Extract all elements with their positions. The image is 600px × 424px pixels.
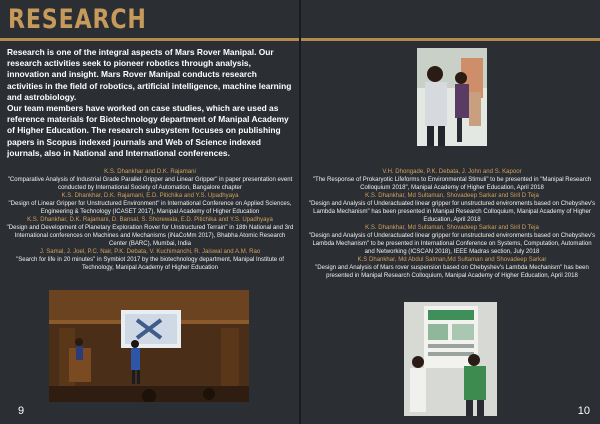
intro-text: [7, 47, 294, 159]
intro-paragraph-1: Research is one of the integral aspects of Mars Rover Manipal. Our research activities seek to pioneer robotics through analysis, innovation and insight. Mars Rover Manipal conducts research activities in the field of robotics, artificial intelligence, machine learning and astrobiology.: [7, 47, 292, 102]
presentation-photo: [49, 290, 249, 402]
pub-title: "Design and Analysis of Underactuated linear gripper for unstructured environments based on Chebyshev's Lambda Mechanism" has been presented in Manipal Research Colloquium, Manipal Academy of Higher Education, April 2018: [308, 201, 596, 223]
pub-authors: K.S. Dhankhar, Md Sultaman, Shovadeep Sarkar and Siril D Teja: [365, 193, 539, 199]
poster-photo-art: [404, 302, 497, 416]
pub-title: "The Response of Prokaryotic Lifeforms to Environmental Stimuli" to be presented in "Manipal Research Colloquium 2018", Manipal Academy of Higher Education, April 2018: [312, 177, 592, 191]
intro-paragraph-2: Our team members have worked on case studies, which are used as reference materials for Biotechnology department of Manipal Academy of Higher Education. The research subsystem focuses on publishing papers in Scopus indexed journals and Web of Science indexed journals, also in National and International conferences.: [7, 103, 289, 158]
pub-authors: K.S. Dhankhar, D.K. Rajamani, E.D. Pitichika and Y.S. Upadhyaya: [61, 193, 239, 199]
presentation-photo-art: [49, 290, 249, 402]
pub-title: "Design and Analysis of Underactuated linear gripper for unstructured environments based on Chebyshev's Lambda Mechanism" to be presented in International Conference on Systems, Computation, Automation and Networking (ICSCAN 2018), IEEE Madras section, July 2018: [308, 233, 596, 255]
pub-title: "Design and Analysis of Mars rover suspension based on Chebyshev's Lambda Mechanism" has been presented in Manipal Research Colloquium, Manipal Academy of Higher Education, April 2018: [315, 265, 589, 279]
pub-authors: K.S Dhankhar, Md Abdul Salman,Md Sultaman and Shovadeep Sarkar: [357, 257, 547, 263]
team-photo-art: [417, 48, 487, 146]
pub-authors: K.S. Dhankhar, Md Sultaman, Shovadeep Sarkar and Siril D Teja: [365, 225, 539, 231]
pub-title: "Search for life in 20 minutes" in Symbiot 2017 by the biotechnology department, Manipal Institute of Technology, Manipal Academy of Higher Education: [16, 257, 284, 271]
pub-authors: V.H. Dhongade, P.K. Debata, J. John and S. Kapoor: [382, 169, 522, 175]
pub-authors: J. Samal, J. Joel, P.C. Nair, P.K. Debata, V. Kuchimanchi, R. Jaiswal and A.M. Rao: [39, 249, 261, 255]
pub-authors: K.S. Dhankhar, D.K. Rajamani, D. Bansal, S. Shorewala, E.D. Pitichika and Y.S. Upadhyaya: [27, 217, 273, 223]
right-page: [301, 0, 600, 424]
pub-authors: K.S. Dhankhar and D.K. Rajamani: [104, 169, 196, 175]
pub-title: "Design and Development of Planetary Exploration Rover for Unstructured Terrain" in 18th National and 3rd International conferences on Machines and Mechanisms (iNaCoMm 2017), Bhabha Atomic Research Center (BARC), Mumbai, India: [6, 225, 294, 247]
title-underline: [0, 38, 299, 41]
publication-list-left: [6, 168, 294, 272]
team-photo: [417, 48, 487, 146]
publication-list-right: [307, 168, 597, 280]
page-number-left: 9: [18, 405, 25, 417]
pub-title: "Design of Linear Gripper for Unstructured Environment" in International Conference on Applied Sciences, Engineering & Technology (ICASET 2017), Manipal Academy of Higher Education: [8, 201, 292, 215]
left-page: [0, 0, 299, 424]
page-title: RESEARCH: [8, 4, 147, 35]
page-number-right: 10: [577, 405, 590, 417]
poster-photo: [404, 302, 497, 416]
title-underline-right: [301, 38, 600, 41]
pub-title: "Comparative Analysis of Industrial Grade Parallel Gripper and Linear Gripper" in paper presentation event conducted by International Society of Automation, Bangalore chapter: [7, 177, 293, 191]
